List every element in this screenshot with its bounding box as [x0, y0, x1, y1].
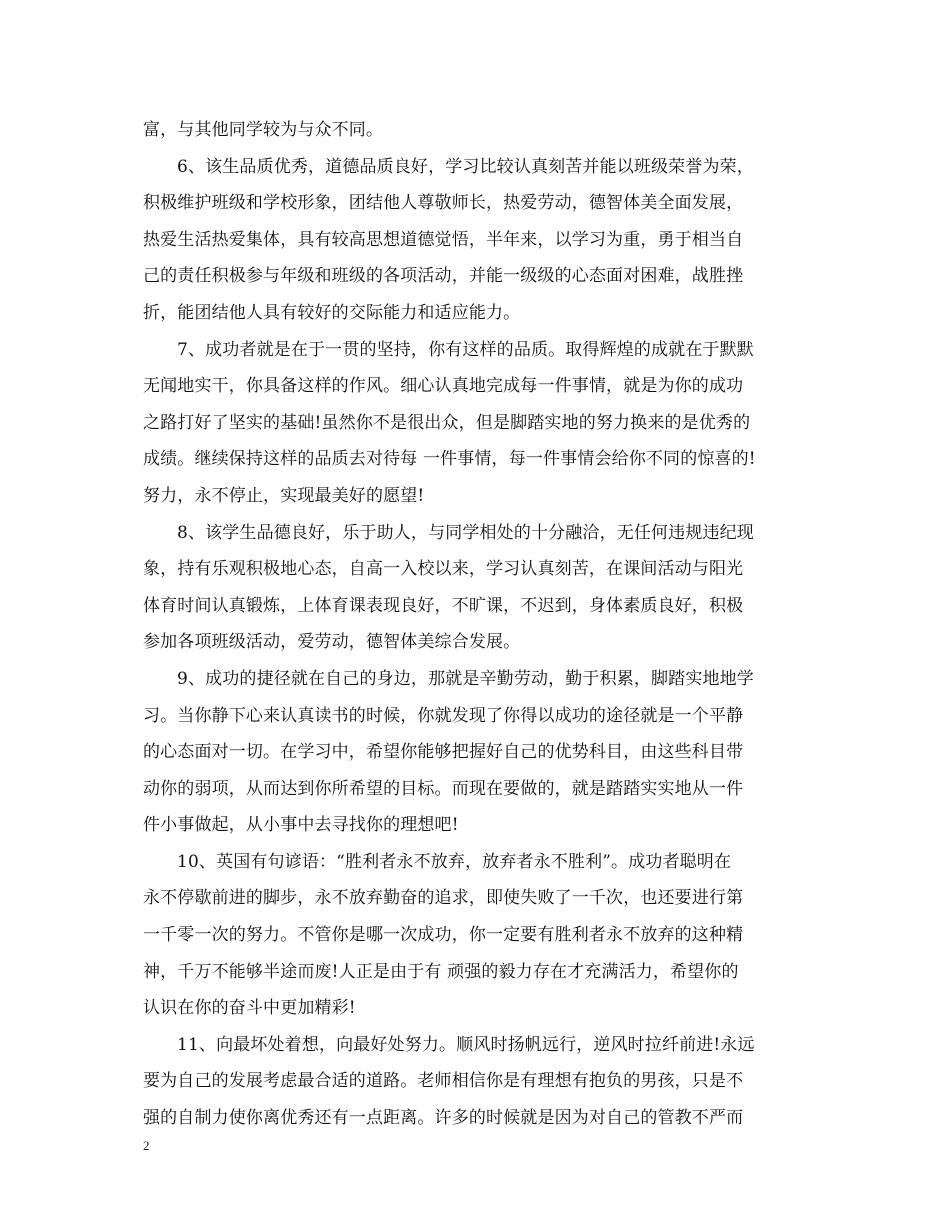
text-line: 习。当你静下心来认真读书的时候，你就发现了你得以成功的途径就是一个平静 — [143, 705, 744, 726]
text-line: 热爱生活热爱集体，具有较高思想道德觉悟，半年来，以学习为重，勇于相当自 — [143, 229, 744, 250]
text-line: 9、成功的捷径就在自己的身边，那就是辛勤劳动，勤于积累，脚踏实地地学 — [177, 668, 754, 689]
text-line: 7、成功者就是在于一贯的坚持，你有这样的品质。取得辉煌的成就在于默默 — [177, 339, 754, 360]
text-line: 折，能团结他人具有较好的交际能力和适应能力。 — [143, 302, 521, 323]
text-line: 8、该学生品德良好，乐于助人，与同学相处的十分融洽，无任何违规违纪现 — [177, 522, 754, 543]
text-line: 象，持有乐观积极地心态，自高一入校以来，学习认真刻苦，在课间活动与阳光 — [143, 559, 744, 580]
text-line: 富，与其他同学较为与众不同。 — [143, 120, 384, 140]
text-line: 积极维护班级和学校形象，团结他人尊敬师长，热爱劳动，德智体美全面发展， — [143, 193, 744, 214]
text-line: 的心态面对一切。在学习中，希望你能够把握好自己的优势科目，由这些科目带 — [143, 742, 744, 763]
text-line: 10、英国有句谚语：“胜利者永不放弃，放弃者永不胜利”。成功者聪明在 — [177, 851, 732, 872]
text-line: 之路打好了坚实的基础!虽然你不是很出众，但是脚踏实地的努力换来的是优秀的 — [143, 412, 751, 433]
text-line: 体育时间认真锻炼，上体育课表现良好，不旷课，不迟到，身体素质良好，积极 — [143, 595, 744, 616]
text-line: 要为自己的发展考虑最合适的道路。老师相信你是有理想有抱负的男孩，只是不 — [143, 1071, 744, 1092]
text-line: 一千零一次的努力。不管你是哪一次成功，你一定要有胜利者永不放弃的这种精 — [143, 925, 744, 946]
text-line: 成绩。继续保持这样的品质去对待每 一件事情，每一件事情会给你不同的惊喜的! — [143, 449, 756, 470]
text-line: 6、该生品质优秀，道德品质良好，学习比较认真刻苦并能以班级荣誉为荣， — [177, 156, 754, 177]
document-body — [143, 112, 818, 1137]
text-line: 动你的弱项，从而达到你所希望的目标。而现在要做的，就是踏踏实实地从一件 — [143, 778, 744, 799]
text-line: 件小事做起，从小事中去寻找你的理想吧! — [143, 815, 459, 836]
text-line: 神，千万不能够半途而废!人正是由于有 顽强的毅力存在才充满活力，希望你的 — [143, 961, 739, 982]
text-line: 强的自制力使你离优秀还有一点距离。许多的时候就是因为对自己的管教不严而 — [143, 1108, 744, 1129]
text-line: 无闻地实干，你具备这样的作风。细心认真地完成每一件事情，就是为你的成功 — [143, 376, 744, 397]
text-line: 己的责任积极参与年级和班级的各项活动，并能一级级的心态面对困难，战胜挫 — [143, 266, 744, 287]
text-line: 参加各项班级活动，爱劳动，德智体美综合发展。 — [143, 632, 521, 653]
page-number: 2 — [143, 1138, 150, 1153]
text-line: 努力，永不停止，实现最美好的愿望! — [143, 485, 425, 506]
text-line: 认识在你的奋斗中更加精彩! — [143, 998, 356, 1019]
text-line: 11、向最坏处着想，向最好处努力。顺风时扬帆远行，逆风时拉纤前进!永远 — [177, 1034, 755, 1055]
text-line: 永不停歇前进的脚步，永不放弃勤奋的追求，即使失败了一千次，也还要进行第 — [143, 888, 744, 909]
